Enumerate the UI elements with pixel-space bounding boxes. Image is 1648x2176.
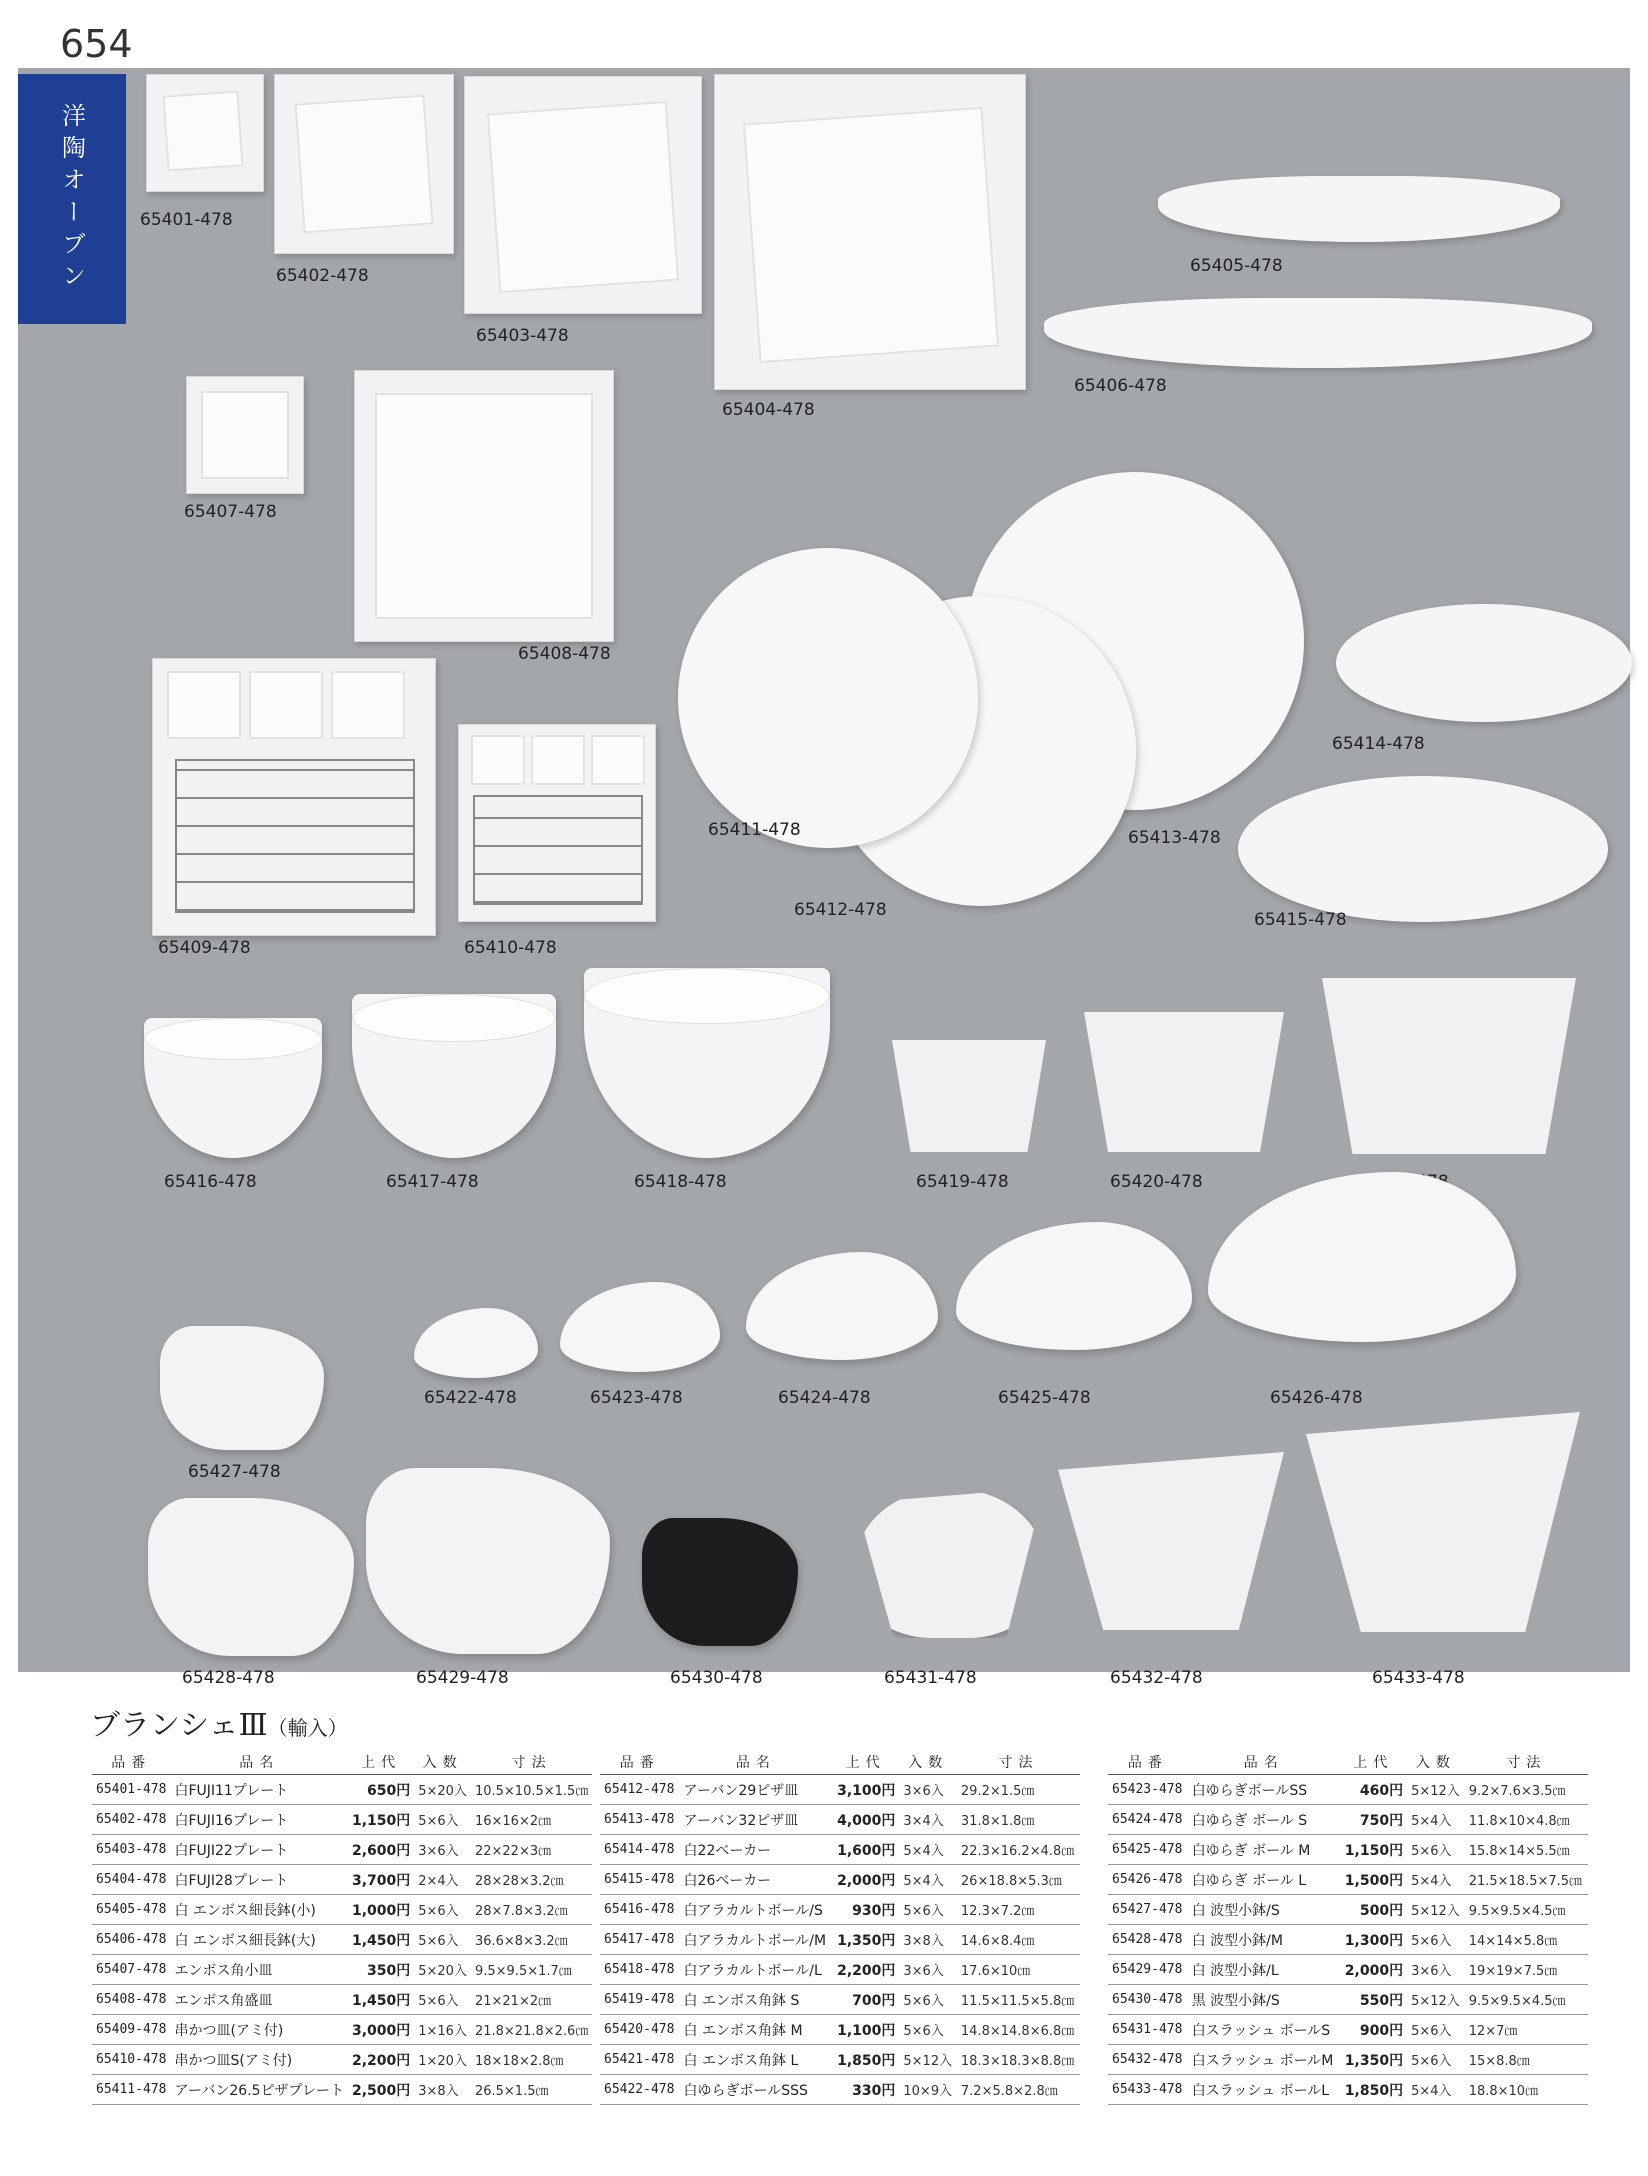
cell-code: 65416-478 (600, 1895, 680, 1925)
product-65408 (354, 370, 614, 642)
cell-code: 65403-478 (92, 1835, 170, 1865)
header-price: 上代 (1340, 1750, 1407, 1775)
cell-name: 白 エンボス細長鉢(大) (170, 1925, 348, 1955)
cell-qty: 5×12入 (1407, 1985, 1465, 2015)
product-code: 65406-478 (1074, 376, 1167, 396)
cell-code: 65430-478 (1108, 1985, 1188, 2015)
cell-price: 2,500円 (348, 2075, 414, 2105)
cell-qty: 5×6入 (899, 1895, 957, 1925)
header-name: 品名 (170, 1750, 348, 1775)
cell-qty: 5×6入 (899, 2015, 957, 2045)
cell-qty: 3×6入 (1407, 1955, 1465, 1985)
cell-size: 7.2×5.8×2.8㎝ (957, 2075, 1080, 2105)
cell-name: 白22ベーカー (680, 1835, 833, 1865)
cell-code: 65423-478 (1108, 1775, 1188, 1805)
cell-price: 700円 (832, 1985, 899, 2015)
cell-qty: 2×4入 (414, 1865, 471, 1895)
table-row (600, 1955, 1080, 1985)
header-name: 品名 (680, 1750, 833, 1775)
product-code: 65413-478 (1128, 828, 1221, 848)
cell-code: 65410-478 (92, 2045, 170, 2075)
table-row (600, 1985, 1080, 2015)
spec-table-3 (1108, 1750, 1588, 2105)
table-row (600, 1835, 1080, 1865)
cell-price: 1,500円 (1340, 1865, 1407, 1895)
cell-price: 2,200円 (832, 1955, 899, 1985)
cell-qty: 5×4入 (1407, 1805, 1465, 1835)
product-code: 65412-478 (794, 900, 887, 920)
cell-price: 1,350円 (832, 1925, 899, 1955)
cell-size: 16×16×2㎝ (471, 1805, 592, 1835)
cell-size: 17.6×10㎝ (957, 1955, 1080, 1985)
cell-name: アーバン26.5ピザプレート (170, 2075, 348, 2105)
cell-qty: 5×6入 (1407, 1835, 1465, 1865)
cell-name: アーバン32ピザ皿 (680, 1805, 833, 1835)
cell-name: 白 波型小鉢/L (1188, 1955, 1340, 1985)
cell-qty: 5×6入 (1407, 1925, 1465, 1955)
cell-price: 2,000円 (832, 1865, 899, 1895)
cell-size: 31.8×1.8㎝ (957, 1805, 1080, 1835)
cell-qty: 3×6入 (414, 1835, 471, 1865)
cell-size: 14.8×14.8×6.8㎝ (957, 2015, 1080, 2045)
table-row (1108, 2045, 1588, 2075)
cell-name: 串かつ皿(アミ付) (170, 2015, 348, 2045)
cell-price: 3,100円 (832, 1775, 899, 1805)
cell-qty: 5×6入 (414, 1805, 471, 1835)
cell-size: 9.2×7.6×3.5㎝ (1465, 1775, 1588, 1805)
product-code: 65423-478 (590, 1388, 683, 1408)
product-65421 (1322, 978, 1576, 1154)
table-row (1108, 1955, 1588, 1985)
table-row (1108, 1985, 1588, 2015)
product-65432 (1058, 1452, 1284, 1630)
cell-name: 白アラカルトボール/S (680, 1895, 833, 1925)
cell-qty: 5×20入 (414, 1775, 471, 1805)
cell-size: 14×14×5.8㎝ (1465, 1925, 1588, 1955)
cell-price: 1,100円 (832, 2015, 899, 2045)
product-65427 (160, 1326, 324, 1450)
product-code: 65422-478 (424, 1388, 517, 1408)
cell-qty: 1×16入 (414, 2015, 471, 2045)
cell-price: 1,850円 (1340, 2075, 1407, 2105)
page-number: 654 (60, 22, 133, 66)
product-photo (18, 68, 1630, 1688)
cell-size: 22.3×16.2×4.8㎝ (957, 1835, 1080, 1865)
product-65403 (464, 76, 702, 314)
series-note: （輸入） (267, 1716, 348, 1740)
table-row (1108, 2015, 1588, 2045)
cell-name: 白 波型小鉢/M (1188, 1925, 1340, 1955)
product-65406 (1044, 298, 1592, 368)
cell-size: 12.3×7.2㎝ (957, 1895, 1080, 1925)
product-65409 (152, 658, 436, 936)
cell-name: 白ゆらぎ ボール L (1188, 1865, 1340, 1895)
product-65410 (458, 724, 656, 922)
product-65430 (642, 1518, 798, 1646)
table-row (600, 1865, 1080, 1895)
cell-code: 65429-478 (1108, 1955, 1188, 1985)
table-row (1108, 2075, 1588, 2105)
cell-code: 65432-478 (1108, 2045, 1188, 2075)
table-row (1108, 1925, 1588, 1955)
cell-size: 12×7㎝ (1465, 2015, 1588, 2045)
header-code: 品番 (92, 1750, 170, 1775)
cell-code: 65421-478 (600, 2045, 680, 2075)
product-code: 65424-478 (778, 1388, 871, 1408)
series-name: ブランシェⅢ (90, 1708, 268, 1743)
cell-code: 65433-478 (1108, 2075, 1188, 2105)
table-row (1108, 1865, 1588, 1895)
cell-code: 65404-478 (92, 1865, 170, 1895)
table-row (600, 1925, 1080, 1955)
header-qty: 入数 (899, 1750, 957, 1775)
cell-price: 1,150円 (348, 1805, 414, 1835)
cell-size: 10.5×10.5×1.5㎝ (471, 1775, 592, 1805)
cell-name: 白FUJI28プレート (170, 1865, 348, 1895)
product-code: 65402-478 (276, 266, 369, 286)
cell-code: 65408-478 (92, 1985, 170, 2015)
cell-name: エンボス角小皿 (170, 1955, 348, 1985)
cell-size: 26.5×1.5㎝ (471, 2075, 592, 2105)
cell-size: 18×18×2.8㎝ (471, 2045, 592, 2075)
table-row (92, 1925, 592, 1955)
cell-code: 65415-478 (600, 1865, 680, 1895)
cell-qty: 3×4入 (899, 1805, 957, 1835)
table-row (1108, 1775, 1588, 1805)
table-row (92, 2045, 592, 2075)
cell-name: 白ゆらぎボールSS (1188, 1775, 1340, 1805)
cell-price: 3,000円 (348, 2015, 414, 2045)
product-code: 65428-478 (182, 1668, 275, 1688)
cell-size: 11.8×10×4.8㎝ (1465, 1805, 1588, 1835)
product-65424 (746, 1252, 938, 1360)
cell-name: 白 エンボス細長鉢(小) (170, 1895, 348, 1925)
cell-code: 65402-478 (92, 1805, 170, 1835)
cell-name: アーバン29ピザ皿 (680, 1775, 833, 1805)
cell-name: 白 エンボス角鉢 L (680, 2045, 833, 2075)
product-65416 (144, 1018, 322, 1158)
header-qty: 入数 (414, 1750, 471, 1775)
cell-name: 白 波型小鉢/S (1188, 1895, 1340, 1925)
product-code: 65407-478 (184, 502, 277, 522)
table-row (92, 1775, 592, 1805)
cell-code: 65424-478 (1108, 1805, 1188, 1835)
cell-size: 9.5×9.5×4.5㎝ (1465, 1985, 1588, 2015)
cell-price: 1,350円 (1340, 2045, 1407, 2075)
table-row (1108, 1835, 1588, 1865)
product-65401 (146, 74, 264, 192)
product-code: 65420-478 (1110, 1172, 1203, 1192)
product-code: 65405-478 (1190, 256, 1283, 276)
product-65417 (352, 994, 556, 1158)
cell-name: 白スラッシュ ボールS (1188, 2015, 1340, 2045)
product-code: 65411-478 (708, 820, 801, 840)
cell-code: 65417-478 (600, 1925, 680, 1955)
header-code: 品番 (600, 1750, 680, 1775)
cell-qty: 5×6入 (899, 1985, 957, 2015)
cell-code: 65412-478 (600, 1775, 680, 1805)
product-code: 65410-478 (464, 938, 557, 958)
product-code: 65431-478 (884, 1668, 977, 1688)
cell-name: 白スラッシュ ボールM (1188, 2045, 1340, 2075)
cell-qty: 5×4入 (1407, 1865, 1465, 1895)
table-row (600, 2045, 1080, 2075)
product-65404 (714, 74, 1026, 390)
cell-name: 白FUJI11プレート (170, 1775, 348, 1805)
product-code: 65419-478 (916, 1172, 1009, 1192)
cell-name: 白26ベーカー (680, 1865, 833, 1895)
cell-price: 650円 (348, 1775, 414, 1805)
cell-price: 1,450円 (348, 1925, 414, 1955)
product-code: 65429-478 (416, 1668, 509, 1688)
cell-price: 4,000円 (832, 1805, 899, 1835)
cell-code: 65422-478 (600, 2075, 680, 2105)
product-code: 65433-478 (1372, 1668, 1465, 1688)
product-code: 65403-478 (476, 326, 569, 346)
cell-qty: 5×4入 (899, 1865, 957, 1895)
product-65422 (414, 1308, 538, 1378)
cell-qty: 10×9入 (899, 2075, 957, 2105)
cell-price: 3,700円 (348, 1865, 414, 1895)
cell-code: 65425-478 (1108, 1835, 1188, 1865)
table-row (92, 1865, 592, 1895)
cell-code: 65414-478 (600, 1835, 680, 1865)
cell-name: 白 エンボス角鉢 M (680, 2015, 833, 2045)
series-title (90, 1700, 348, 1744)
cell-code: 65413-478 (600, 1805, 680, 1835)
product-code: 65409-478 (158, 938, 251, 958)
table-row (1108, 1805, 1588, 1835)
section-tab: 洋陶オーブン (18, 74, 126, 324)
cell-price: 550円 (1340, 1985, 1407, 2015)
product-65411 (678, 548, 978, 848)
table-row (92, 1835, 592, 1865)
cell-code: 65418-478 (600, 1955, 680, 1985)
product-code: 65432-478 (1110, 1668, 1203, 1688)
table-row (600, 1805, 1080, 1835)
table-row (92, 1985, 592, 2015)
cell-name: 白スラッシュ ボールL (1188, 2075, 1340, 2105)
table-row (92, 2015, 592, 2045)
product-65419 (892, 1040, 1046, 1152)
cell-name: 白ゆらぎ ボール S (1188, 1805, 1340, 1835)
cell-name: 白FUJI22プレート (170, 1835, 348, 1865)
cell-price: 1,000円 (348, 1895, 414, 1925)
cell-price: 900円 (1340, 2015, 1407, 2045)
cell-size: 19×19×7.5㎝ (1465, 1955, 1588, 1985)
header-size: 寸法 (1465, 1750, 1588, 1775)
product-65420 (1084, 1012, 1284, 1152)
cell-qty: 5×12入 (899, 2045, 957, 2075)
cell-name: 白ゆらぎ ボール M (1188, 1835, 1340, 1865)
product-65415 (1238, 776, 1608, 922)
cell-qty: 5×4入 (1407, 2075, 1465, 2105)
cell-code: 65409-478 (92, 2015, 170, 2045)
cell-size: 18.8×10㎝ (1465, 2075, 1588, 2105)
cell-qty: 3×6入 (899, 1955, 957, 1985)
header-name: 品名 (1188, 1750, 1340, 1775)
cell-qty: 5×12入 (1407, 1895, 1465, 1925)
product-code: 65427-478 (188, 1462, 281, 1482)
cell-qty: 5×6入 (414, 1925, 471, 1955)
product-65423 (560, 1282, 720, 1372)
table-row (92, 1895, 592, 1925)
cell-price: 1,450円 (348, 1985, 414, 2015)
cell-price: 1,600円 (832, 1835, 899, 1865)
cell-size: 21.8×21.8×2.6㎝ (471, 2015, 592, 2045)
table-row (92, 1955, 592, 1985)
cell-qty: 5×4入 (899, 1835, 957, 1865)
cell-code: 65407-478 (92, 1955, 170, 1985)
cell-size: 36.6×8×3.2㎝ (471, 1925, 592, 1955)
cell-name: 白 エンボス角鉢 S (680, 1985, 833, 2015)
cell-size: 28×28×3.2㎝ (471, 1865, 592, 1895)
cell-size: 28×7.8×3.2㎝ (471, 1895, 592, 1925)
product-65433 (1306, 1412, 1580, 1632)
cell-price: 2,600円 (348, 1835, 414, 1865)
cell-price: 460円 (1340, 1775, 1407, 1805)
cell-size: 9.5×9.5×1.7㎝ (471, 1955, 592, 1985)
cell-size: 21×21×2㎝ (471, 1985, 592, 2015)
product-65418 (584, 968, 830, 1158)
table-row (600, 2015, 1080, 2045)
header-code: 品番 (1108, 1750, 1188, 1775)
product-65405 (1158, 176, 1560, 242)
cell-qty: 5×6入 (414, 1895, 471, 1925)
cell-code: 65405-478 (92, 1895, 170, 1925)
cell-qty: 5×6入 (1407, 2015, 1465, 2045)
header-price: 上代 (348, 1750, 414, 1775)
product-65428 (148, 1498, 354, 1656)
product-65425 (956, 1222, 1192, 1350)
cell-code: 65411-478 (92, 2075, 170, 2105)
cell-price: 750円 (1340, 1805, 1407, 1835)
cell-size: 15.8×14×5.5㎝ (1465, 1835, 1588, 1865)
cell-price: 930円 (832, 1895, 899, 1925)
cell-size: 29.2×1.5㎝ (957, 1775, 1080, 1805)
cell-size: 14.6×8.4㎝ (957, 1925, 1080, 1955)
product-65402 (274, 74, 454, 254)
product-code: 65404-478 (722, 400, 815, 420)
header-price: 上代 (832, 1750, 899, 1775)
product-code: 65418-478 (634, 1172, 727, 1192)
product-code: 65425-478 (998, 1388, 1091, 1408)
cell-code: 65426-478 (1108, 1865, 1188, 1895)
product-code: 65416-478 (164, 1172, 257, 1192)
product-65431 (856, 1488, 1044, 1638)
cell-size: 26×18.8×5.3㎝ (957, 1865, 1080, 1895)
cell-size: 9.5×9.5×4.5㎝ (1465, 1895, 1588, 1925)
cell-price: 1,850円 (832, 2045, 899, 2075)
cell-price: 500円 (1340, 1895, 1407, 1925)
table-row (92, 1805, 592, 1835)
cell-code: 65401-478 (92, 1775, 170, 1805)
table-row (600, 1775, 1080, 1805)
product-65414 (1336, 604, 1632, 722)
header-qty: 入数 (1407, 1750, 1465, 1775)
cell-qty: 3×8入 (414, 2075, 471, 2105)
cell-name: 白アラカルトボール/M (680, 1925, 833, 1955)
cell-code: 65427-478 (1108, 1895, 1188, 1925)
spec-table-2 (600, 1750, 1080, 2105)
header-size: 寸法 (471, 1750, 592, 1775)
cell-name: 白アラカルトボール/L (680, 1955, 833, 1985)
cell-price: 2,000円 (1340, 1955, 1407, 1985)
product-65407 (186, 376, 304, 494)
header-size: 寸法 (957, 1750, 1080, 1775)
cell-size: 18.3×18.3×8.8㎝ (957, 2045, 1080, 2075)
product-code: 65401-478 (140, 210, 233, 230)
cell-qty: 3×6入 (899, 1775, 957, 1805)
cell-name: 串かつ皿S(アミ付) (170, 2045, 348, 2075)
cell-qty: 5×6入 (1407, 2045, 1465, 2075)
cell-code: 65419-478 (600, 1985, 680, 2015)
cell-qty: 5×12入 (1407, 1775, 1465, 1805)
cell-size: 21.5×18.5×7.5㎝ (1465, 1865, 1588, 1895)
product-65429 (366, 1468, 610, 1654)
table-row (600, 1895, 1080, 1925)
cell-qty: 1×20入 (414, 2045, 471, 2075)
cell-size: 15×8.8㎝ (1465, 2045, 1588, 2075)
product-65426 (1208, 1172, 1516, 1342)
cell-qty: 5×6入 (414, 1985, 471, 2015)
cell-price: 2,200円 (348, 2045, 414, 2075)
product-code: 65408-478 (518, 644, 611, 664)
cell-price: 350円 (348, 1955, 414, 1985)
product-code: 65430-478 (670, 1668, 763, 1688)
cell-name: 白ゆらぎボールSSS (680, 2075, 833, 2105)
cell-price: 1,300円 (1340, 1925, 1407, 1955)
product-code: 65414-478 (1332, 734, 1425, 754)
cell-code: 65431-478 (1108, 2015, 1188, 2045)
cell-price: 1,150円 (1340, 1835, 1407, 1865)
cell-name: エンボス角盛皿 (170, 1985, 348, 2015)
cell-code: 65420-478 (600, 2015, 680, 2045)
cell-name: 黒 波型小鉢/S (1188, 1985, 1340, 2015)
spec-table-1 (92, 1750, 592, 2105)
cell-code: 65428-478 (1108, 1925, 1188, 1955)
cell-price: 330円 (832, 2075, 899, 2105)
table-row (1108, 1895, 1588, 1925)
table-row (92, 2075, 592, 2105)
cell-name: 白FUJI16プレート (170, 1805, 348, 1835)
table-row (600, 2075, 1080, 2105)
cell-qty: 3×8入 (899, 1925, 957, 1955)
product-code: 65415-478 (1254, 910, 1347, 930)
cell-size: 11.5×11.5×5.8㎝ (957, 1985, 1080, 2015)
cell-code: 65406-478 (92, 1925, 170, 1955)
product-code: 65426-478 (1270, 1388, 1363, 1408)
product-code: 65417-478 (386, 1172, 479, 1192)
cell-qty: 5×20入 (414, 1955, 471, 1985)
cell-size: 22×22×3㎝ (471, 1835, 592, 1865)
